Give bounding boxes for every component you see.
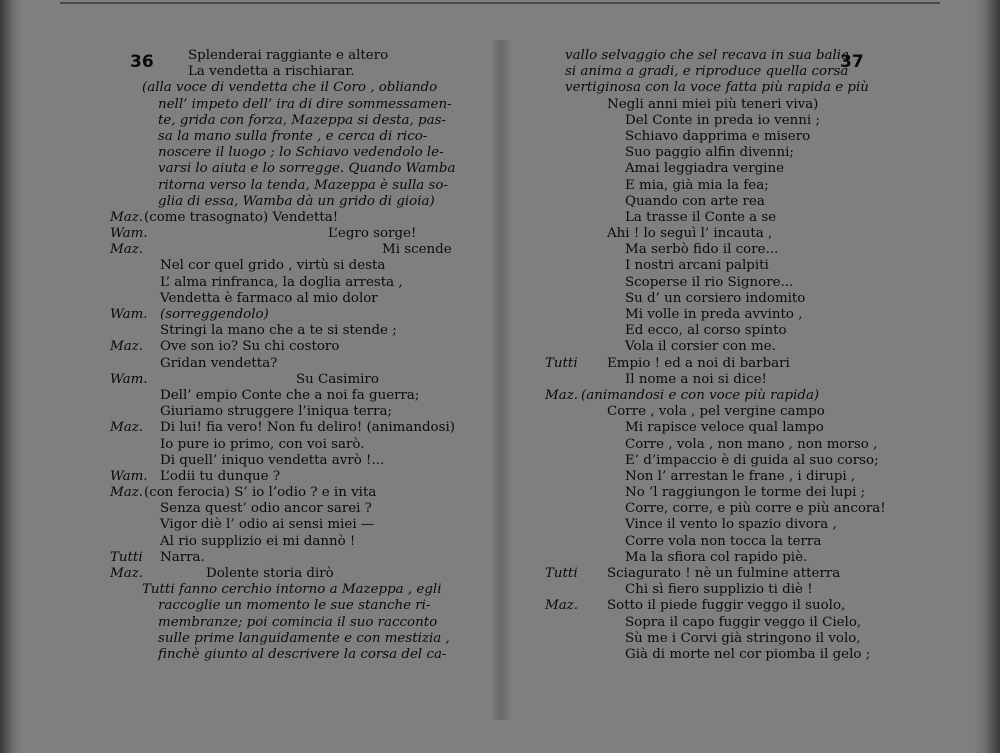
line-text: Schiavo dapprima e misero [625,128,811,144]
line-text: Il nome a noi si dice! [625,371,767,387]
line-text: Amai leggiadra vergine [625,161,785,177]
text-line [110,210,470,226]
line-text: nell’ impeto dell’ ira di dire sommessamen- [158,96,452,112]
line-text: Stringi la mano che a te si stende ; [160,323,397,339]
page-number-left: 36 [130,52,154,72]
text-line [110,485,470,501]
text-line [110,145,470,161]
line-text: Sciagurato ! nè un fulmine atterra [607,566,841,581]
text-line [545,113,890,129]
speaker-label: Maz. [110,242,144,258]
text-line [110,258,470,274]
text-line [110,242,470,258]
text-line [545,372,890,388]
line-text: Io pure io primo, con voi sarò. [160,436,365,452]
line-text: No ’l raggiungon le torme dei lupi ; [625,485,866,501]
line-text: Corre , vola , non mano , non morso , [625,436,878,452]
line-text: Dolente storia dirò [206,566,334,581]
line-text: Mi scende [382,242,452,258]
text-line [110,97,470,113]
text-line [545,129,890,145]
line-text: Su d’ un corsiero indomito [625,290,806,306]
text-line [110,80,470,96]
text-line [545,550,890,566]
line-text: Corre, corre, e più corre e più ancora! [625,501,886,517]
line-text: Splenderai raggiante e altero [188,48,389,63]
text-line [545,534,890,550]
speaker-label: Wam. [110,226,148,242]
line-text: raccoglie un momento le sue stanche ri- [158,598,431,614]
line-text: (alla voce di vendetta che il Coro , obliando [142,80,438,96]
speaker-label: Tutti [545,566,578,581]
line-text: finchè giunto al descrivere la corsa del ca- [158,646,447,662]
text-line [545,598,890,614]
text-line [110,469,470,485]
line-text: si anima a gradi, e riproduce quella corsa [565,64,849,80]
line-text: Ove son io? Su chi costoro [160,339,340,355]
speaker-label: Maz. [110,566,144,581]
text-line [545,388,890,404]
text-line [545,323,890,339]
text-line [110,48,470,64]
line-text: Mi rapisce veloce qual lampo [625,420,824,436]
text-line [545,210,890,226]
text-line [545,469,890,485]
line-text: Quando con arte rea [625,193,765,209]
line-text: Sotto il piede fuggir veggo il suolo, [607,598,846,614]
line-text: Ed ecco, al corso spinto [625,323,787,339]
speaker-label: Tutti [545,355,578,371]
text-line [545,97,890,113]
text-line [110,291,470,307]
line-text: varsi lo aiuta e lo sorregge. Quando Wamba [158,161,456,177]
line-text: vallo selvaggio che sel recava in sua balia [565,48,850,63]
line-text: Tutti fanno cerchio intorno a Mazeppa , egli [142,582,442,598]
line-text: Al rio supplizio ei mi dannò ! [160,533,356,549]
line-text: membranze; poi comincia il suo racconto [158,614,438,630]
text-line [545,194,890,210]
line-text: La vendetta a rischiarar. [188,64,355,80]
text-line [545,291,890,307]
line-text: Scoperse il rio Signore... [625,274,794,290]
speaker-label: Maz. [545,598,579,614]
text-line [110,566,470,582]
text-line [110,372,470,388]
line-text: Ma serbò fido il core... [625,242,779,258]
line-text: vertiginosa con la voce fatta più rapida e più [565,80,869,96]
text-line [545,566,890,582]
line-text: Corre vola non tocca la terra [625,533,822,549]
text-line [545,517,890,533]
text-line [110,323,470,339]
text-line [110,161,470,177]
text-line [110,129,470,145]
line-text: Non l’ arrestan le frane , i dirupi , [625,468,856,484]
text-line [110,501,470,517]
page-number-right: 37 [840,52,864,72]
line-text: (sorreggendolo) [160,307,269,322]
line-text: L’egro sorge! [328,226,417,242]
line-text: Mi volle in preda avvinto , [625,307,803,322]
speaker-label: Maz. [110,420,144,436]
speaker-label: Tutti [110,549,143,565]
line-text: Vola il corsier con me. [625,339,776,355]
text-line [545,453,890,469]
line-text: Chi sì fiero supplizio ti diè ! [625,582,813,598]
text-line [545,631,890,647]
line-text: Nel cor quel grido , virtù si desta [160,258,386,274]
text-line [110,404,470,420]
text-line [545,339,890,355]
text-line [545,258,890,274]
line-text: (con ferocia) S’ io l’odio ? e in vita [144,485,377,501]
line-text: Corre , vola , pel vergine campo [607,404,825,420]
line-text: Ahi ! lo seguì l’ incauta , [607,226,773,242]
line-text: Suo paggio alfin divenni; [625,145,794,161]
text-line [110,356,470,372]
text-line [110,517,470,533]
text-line [545,437,890,453]
text-line [545,64,890,80]
text-line [545,161,890,177]
line-text: Dell’ empio Conte che a noi fa guerra; [160,387,420,403]
line-text: La trasse il Conte a se [625,209,777,225]
text-line [545,404,890,420]
text-line [545,178,890,194]
line-text: Del Conte in preda io venni ; [625,112,820,128]
text-line [110,64,470,80]
text-line [110,339,470,355]
text-line [545,307,890,323]
left-page-edge [0,0,22,753]
line-text: ritorna verso la tenda, Mazeppa è sulla so- [158,177,448,193]
line-text: Sù me i Corvi già stringono il volo, [625,630,861,646]
line-text: sa la mano sulla fronte , e cerca di rico- [158,128,428,144]
text-line [110,534,470,550]
text-line [545,275,890,291]
speaker-label: Maz. [110,209,144,225]
text-line [110,178,470,194]
text-line [110,453,470,469]
text-line [545,647,890,663]
text-line [110,615,470,631]
line-text: Ma la sfiora col rapido piè. [625,549,808,565]
line-text: glia di essa, Wamba dà un grido di gioia) [158,193,435,209]
text-line [545,226,890,242]
line-text: Senza quest’ odio ancor sarei ? [160,501,372,517]
text-line [545,356,890,372]
text-line [545,501,890,517]
speaker-label: Maz. [545,387,579,403]
text-line [110,307,470,323]
speaker-label: Wam. [110,468,148,484]
text-line [545,48,890,64]
book-gutter [492,40,510,720]
speaker-label: Wam. [110,307,148,322]
line-text: E’ d’impaccio è di guida al suo corso; [625,452,879,468]
text-line [545,145,890,161]
text-line [110,598,470,614]
text-line [110,582,470,598]
text-line [110,194,470,210]
text-line [110,388,470,404]
line-text: Di quell’ iniquo vendetta avrò !... [160,452,385,468]
text-line [545,615,890,631]
line-text: Vigor diè l’ odio ai sensi miei — [160,517,375,533]
text-line [110,437,470,453]
line-text: Empio ! ed a noi di barbari [607,355,790,371]
line-text: noscere il luogo ; lo Schiavo vedendolo le- [158,145,444,161]
speaker-label: Wam. [110,371,148,387]
line-text: Di lui! fia vero! Non fu deliro! (animandosi) [160,420,455,436]
left-page-text [110,48,470,663]
text-line [110,647,470,663]
line-text: Già di morte nel cor piomba il gelo ; [625,646,871,662]
text-line [545,80,890,96]
line-text: L’ alma rinfranca, la doglia arresta , [160,274,403,290]
right-page-text [545,48,890,663]
right-page-edge [974,0,1000,753]
line-text: Giuriamo struggere l’iniqua terra; [160,404,392,420]
text-line [110,226,470,242]
line-text: E mia, già mia la fea; [625,177,769,193]
text-line [110,420,470,436]
line-text: Vince il vento lo spazio divora , [625,517,837,533]
line-text: I nostri arcani palpiti [625,258,769,274]
line-text: (animandosi e con voce più rapida) [581,387,820,403]
text-line [110,550,470,566]
text-line [545,485,890,501]
line-text: L’odii tu dunque ? [160,468,281,484]
text-line [110,113,470,129]
top-border [60,2,940,4]
text-line [110,275,470,291]
line-text: te, grida con forza, Mazeppa si desta, pas- [158,112,446,128]
line-text: Negli anni miei più teneri viva) [607,96,819,112]
line-text: Sopra il capo fuggir veggo il Cielo, [625,614,862,630]
text-line [110,631,470,647]
line-text: Gridan vendetta? [160,355,278,371]
text-line [545,242,890,258]
line-text: Vendetta è farmaco al mio dolor [160,290,378,306]
text-line [545,420,890,436]
line-text: Su Casimiro [296,371,379,387]
speaker-label: Maz. [110,485,144,501]
line-text: Narra. [160,549,205,565]
line-text: sulle prime languidamente e con mestizia , [158,630,450,646]
text-line [545,582,890,598]
speaker-label: Maz. [110,339,144,355]
line-text: (come trasognato) Vendetta! [144,209,339,225]
